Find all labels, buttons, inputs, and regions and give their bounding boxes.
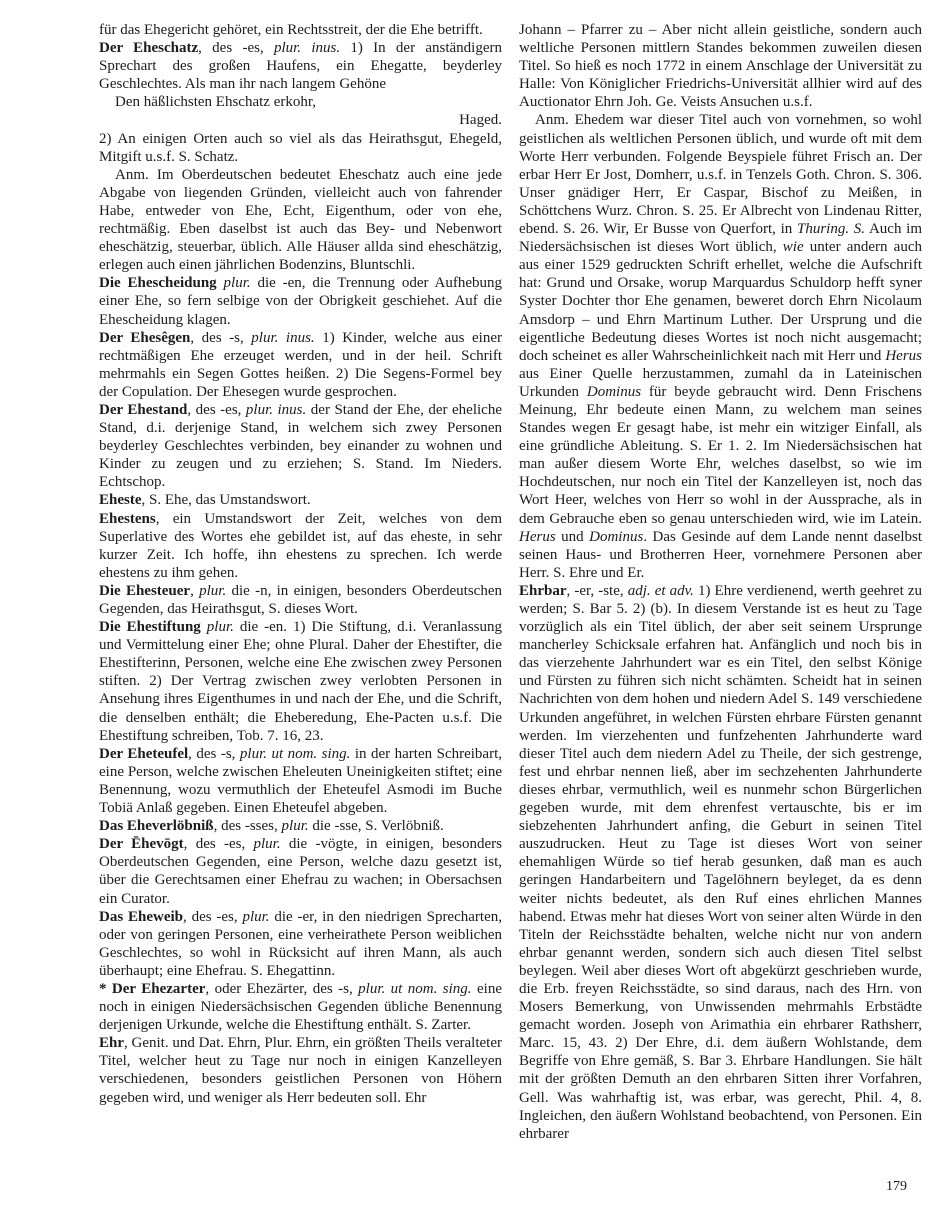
grammar-label: Thuring. S.: [797, 221, 866, 238]
body-text: 1) In der anständigern Sprechart des großen Haufens, ein Ehegatte, beyderley Geschlechtes. Als man ihr nach langem Gehöne: [99, 40, 502, 93]
text-columns: [99, 21, 923, 1143]
entry-ehestens: [99, 510, 502, 582]
body-text: , des -es,: [183, 836, 254, 853]
body-text: und: [555, 528, 590, 545]
body-text: in der harten Schreibart, eine Person, welche zwischen Eheleuten Uneinigkeiten stiftet; eine Benennung, wozu vermuthlich der Eheteufel Asmodi im Buche Tobiä Anlaß gegeben. Einen Eheteufel abgeben.: [99, 745, 502, 817]
grammar-label: plur.: [223, 275, 251, 292]
body-text: , des -es,: [187, 401, 246, 418]
headword: Der Eheteufel: [99, 745, 189, 762]
grammar-label: Herus: [519, 528, 556, 545]
headword: Der Eheschatz: [99, 40, 199, 57]
entry-ehesegen: [99, 329, 502, 401]
headword: Eheste: [99, 492, 142, 509]
headword: Der Ehestand: [99, 401, 188, 418]
body-text: Johann – Pfarrer zu – Aber nicht allein geistliche, sondern auch weltliche Personen mittlern Standes bekommen zuweilen diesen Titel. So hieß es noch 1772 in einem Anschlage der Universität zu Halle: Von Königlicher Friedrichs-Universität allhier wird auf des Auctionator Ehrn Joh. Ge. Veists Ansuchen u.s.f.: [519, 22, 922, 111]
body-text: die -en. 1) Die Stiftung, d.i. Veranlassung und Vermittelung einer Ehe; ohne Plural. Daher der Ehestifter, die Ehestifterinn, Personen, welche eine Ehe zwischen zwey Personen stiften. 2) Der Vertrag zwischen zwey verlobten Personen in Ansehung ihres Eigenthumes in und nach der Ehe, und die Schrift, die denselben enthält; die Eheberedung, Ehe-Pacten u.s.f. Die Ehestiftung schreiben, Tob. 7. 16, 23.: [99, 619, 502, 744]
grammar-label: plur. inus.: [251, 329, 315, 346]
entry-ehr-continuation: [519, 21, 922, 111]
right-column: [519, 21, 922, 1143]
body-text: unter andern auch aus einer 1529 gedruckten Schrift erhellet, welche die Aufschrift hat: Grund und Orsake, worup Marquardus Schuldorp hefft syner Syster Dochter thor Ehe genamen, beweret dorch Ehrn Nicolaum Amsdorp – und Ehrn Martinum Luther. Der Ursprung und die eigentliche Bedeutung dieses Wortes ist noch nicht ausgemacht; doch scheinet es aller Wahrscheinlichkeit nach mit Herr und: [519, 239, 922, 364]
grammar-label: plur. ut nom. sing.: [239, 745, 351, 762]
entry-eheschatz-sense2: [99, 130, 502, 166]
body-text: , des -es,: [198, 40, 274, 57]
body-text: 2) An einigen Orten auch so viel als das Heirathsgut, Ehegeld, Mitgift u.s.f. S. Schatz.: [99, 130, 502, 165]
continuation-paragraph: [99, 21, 502, 39]
body-text: die -vögte, in einigen, besonders Oberdeutschen Gegenden, eine Person, welche dazu gesetzt ist, über die Gerechtsamen einer Ehefrau zu wachen; in Obersachsen ein Curator.: [99, 836, 502, 907]
grammar-label: plur.: [206, 619, 234, 636]
entry-ehrbar: [519, 582, 922, 1143]
headword: Die Ehestiftung: [99, 619, 201, 636]
page-number: 179: [886, 1179, 907, 1194]
body-text: ,: [190, 582, 200, 599]
body-text: die -n, in einigen, besonders Oberdeutschen Gegenden, das Heirathsgut, S. dieses Wort.: [99, 582, 502, 617]
entry-ehestand: [99, 401, 502, 491]
headword: Das Eheweib: [99, 908, 183, 925]
entry-eheste: [99, 491, 502, 509]
body-text: Haged.: [459, 112, 502, 129]
anm-paragraph-eheschatz: [99, 166, 502, 275]
headword: Das Eheverlöbniß: [99, 818, 214, 835]
entry-eheverloebniss: [99, 817, 502, 835]
entry-ehescheidung: [99, 274, 502, 328]
body-text: , Genit. und Dat. Ehrn, Plur. Ehrn, ein größten Theils veralteter Titel, welcher heut zu Tage nur noch in einigen Kanzelleyen verschiedenen, besonders geistlichen Personen von Höhern gegeben wird, und weniger als Herr bedeuten soll. Ehr: [99, 1035, 502, 1106]
grammar-label: Dominus: [586, 383, 642, 400]
body-text: . Das Gesinde auf dem Lande nennt daselbst seinen Haus- und Brotherren Heer, vornehmere Personen aber Herr. S. Ehre und Er.: [519, 528, 923, 581]
body-text: , oder Ehezärter, des -s,: [205, 980, 359, 997]
headword: Ehestens: [99, 510, 156, 527]
entry-eheweib: [99, 908, 502, 980]
verse-line: [99, 93, 502, 111]
grammar-label: plur.: [199, 582, 227, 599]
body-text: [217, 275, 224, 291]
body-text: , ein Umstandswort der Zeit, welches von dem Superlative des Wortes ehe gebildet ist, auf das eheste, in sehr kurzer Zeit. Ich hoffe, ihn ehestens zu sprechen. Ich werde ehestens zu ihm gehen.: [99, 510, 502, 581]
body-text: 1) Ehre verdienend, werth geehret zu werden; S. Bar 5. 2) (b). In diesem Verstande ist es heut zu Tage vorzüglich als ein Titel üblich, der aber seit seinem Ursprunge mancherley Schicksale erfahren hat. Anfänglich und noch bis in das vierzehente Jahrhundert war es ein Titel, den selbst Könige und Fürsten zu führen sich nicht schämten. Scheidt hat in seinen Nachrichten von dem hohen und niedern Adel S. 149 verschiedene Urkunden angeführet, in welchen Fürsten ehrbare Fürsten genannt werden. Im vierzehenten und funfzehenten Jahrhunderte ward dieser Titel auch dem niedern Adel zu Theile, der sich gestrenge, fest und ehrbar nennen ließ, aber im sechzehenten Jahrhunderte dieses ehrbar, vermuthlich, weil es nunmehr schon Bürgerlichen gegeben wurde, mit dem ehrenfest vertauschte, bis er im siebzehenten Jahrhundert anfing, die Geburt in seinen Titel auszudrucken. Heut zu Tage ist dieses Wort von seiner ehemahligen Würde so tief herab gesunken, daß man es auch geringen Handarbeitern und Tagelöhnern beyleget, da es denn weiter nichts bedeutet, als den Ruf eines ehrlichen Mannes habend. Etwas mehr hat dieses Wort von seiner alten Würde in den Titeln der Reichsstädte behalten, welche nicht nur von andern ehrbar genannt werden, sondern sich auch diesen Titel selbst beylegen. Weil aber dieses Wort oft abgekürzt geschrieben wurde, die Erb. freyen Reichsstädte, so sind daraus, nach des Hrn. von Mosers Bemerkung, von Unwissenden mehrmahls Erbstädte gemacht worden. Joseph von Arimathia ein ehrbarer Rathsherr, Marc. 15, 43. 2) Der Ehre, d.i. dem äußern Wohlstande, dem Begriffe von Ehre gemäß, S. Bar 3. Ehrbare Handlungen. Sie hält mit der größten Demuth an den ehrbaren Sitten ihrer Vorfahren, Gell. Was wahrhaftig ist, was erbar, was gerecht, Phil. 4, 8. Ingleichen, den äußern Wohlstand beobachtend, von Personen. Ein ehrbarer: [519, 582, 922, 1142]
body-text: Anm. Im Oberdeutschen bedeutet Eheschatz auch eine jede Abgabe von liegenden Gründen, vielleicht auch von fahrender Habe, entweder von Ehe, Echt, Eigenthum, oder von ehe, rechtmäßig. Eben daselbst ist auch das Bey- und Nebenwort eheschätzig, steuerbar, üblich. Alle Häuser allda sind eheschätzig, erlegen auch einen jährlichen Bodenzins, Bluntschli.: [99, 166, 502, 274]
body-text: , des -s,: [188, 745, 240, 762]
headword: Ehrbar: [519, 582, 567, 599]
grammar-label: plur.: [281, 818, 309, 835]
grammar-label: Dominus: [589, 528, 644, 545]
body-text: die -sse, S. Verlöbniß.: [308, 818, 444, 835]
grammar-label: wie: [782, 239, 804, 256]
headword: Der Ēhevōgt: [99, 836, 184, 853]
grammar-label: plur. inus.: [273, 40, 341, 57]
headword: Die Ehesteuer: [99, 582, 191, 599]
body-text: für das Ehegericht gehöret, ein Rechtsstreit, der die Ehe betrifft.: [99, 22, 483, 38]
entry-ehestiftung: [99, 618, 502, 745]
grammar-label: adj. et adv.: [627, 582, 694, 599]
body-text: die -en, die Trennung oder Aufhebung einer Ehe, so fern selbige von der Obrigkeit geschiehet. Auf die Ehescheidung klagen.: [99, 275, 502, 328]
grammar-label: plur.: [242, 908, 270, 925]
body-text: , -er, -ste,: [566, 582, 628, 599]
anm-paragraph-ehr: [519, 111, 922, 581]
grammar-label: plur. inus.: [245, 401, 307, 418]
body-text: , S. Ehe, das Umstandswort.: [141, 492, 311, 509]
entry-ehevogt: [99, 835, 502, 907]
entry-ehesteuer: [99, 582, 502, 618]
entry-ehr: [99, 1034, 502, 1106]
verse-attribution: [99, 111, 502, 129]
headword: Ehr: [99, 1035, 125, 1052]
headword: Der Ehesêgen: [99, 329, 191, 346]
grammar-label: plur.: [253, 836, 281, 853]
body-text: Anm. Ehedem war dieser Titel auch von vornehmen, so wohl geistlichen als weltlichen Personen üblich, und wurde oft mit dem Worte Herr verbunden. Folgende Beyspiele führet Frisch an. Der erbar Herr Er Jost, Domherr, u.s.f. in Tenzels Goth. Chron. S. 306. Unser gnädiger Herr, Er Caspar, Bischof zu Meißen, in Schöttchens Wurz. Chron. S. 25. Er Albrecht von Lindenau Ritter, ebend. S. 26. Wir, Er Busse von Querfort, in: [519, 112, 922, 238]
grammar-label: plur. ut nom. sing.: [358, 980, 472, 997]
body-text: die -er, in den niedrigen Sprecharten, oder von geringen Personen, eine verheirathete Person weiblichen Geschlechtes, so wohl in Rücksicht auf ihren Mann, als auch überhaupt; eine Ehefrau. S. Ehegattinn.: [99, 908, 502, 979]
grammar-label: Herus: [885, 347, 922, 364]
entry-eheteufel: [99, 745, 502, 817]
headword: * Der Ehezarter: [99, 980, 206, 997]
headword: Die Ehescheidung: [99, 275, 217, 292]
body-text: Auch im Niedersächsischen ist dieses Wort üblich,: [519, 221, 922, 256]
body-text: , des -es,: [183, 908, 243, 925]
body-text: , des -s,: [190, 329, 252, 346]
body-text: aus Einer Quelle herzustammen, zumahl da in Lateinischen Urkunden: [519, 365, 922, 400]
entry-eheschatz: [99, 39, 502, 93]
left-column: [99, 21, 502, 1143]
body-text: eine noch in einigen Niedersächsischen Gegenden übliche Benennung derjenigen Urkunde, welche die Ehestiftung enthält. S. Zarter.: [99, 980, 502, 1034]
body-text: 1) Kinder, welche aus einer rechtmäßigen Ehe erzeuget werden, und in der heil. Schrift mehrmahls ein Segen Gottes heißen. 2) Die Segens-Formel bey der Copulation. Der Ehesegen wurde gesprochen.: [99, 329, 503, 400]
body-text: , des -sses,: [213, 818, 282, 835]
entry-ehezarter: [99, 980, 502, 1034]
body-text: Den häßlichsten Ehschatz erkohr,: [115, 94, 316, 111]
body-text: der Stand der Ehe, der eheliche Stand, d.i. derjenige Stand, in welchem sich zwey Personen beyderley Geschlechtes verbinden, bey einander zu wohnen und Kinder zu zeugen und zu erziehen; S. Stand. Im Nieders. Echtschop.: [99, 401, 502, 491]
body-text: für beyde gebraucht wird. Denn Frischens Meinung, Ehr bedeute einen Mann, zu welchem man seines Standes wegen Er gesagt habe, ist mehr ein witziger Einfall, als eine gründliche Ableitung. S. Er 1. 2. Im Niedersächsischen hat man außer diesem Worte Ehr, welches daselbst, so wie im Hochdeutschen, nur noch ein Titel der Kanzelleyen ist, noch das Wort Heer, welches von Herr so wohl in der Aussprache, als in dem Gebrauche eben so genau unterschieden wird, wie im Latein.: [519, 383, 922, 527]
